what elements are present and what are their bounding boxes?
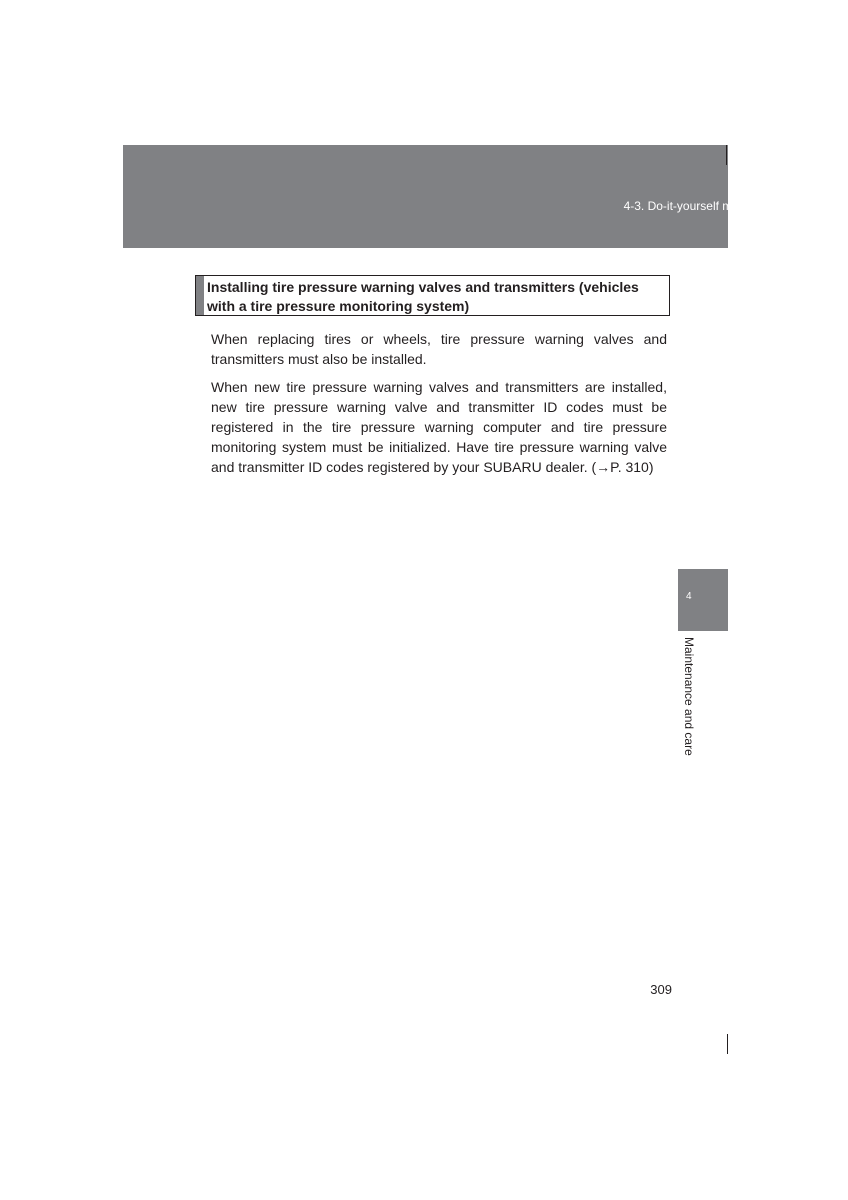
crop-mark [727,1034,728,1054]
subsection-heading-box [195,275,670,316]
body-paragraph: When replacing tires or wheels, tire pressure warning valves and transmitters must also be installed. [211,331,667,367]
chapter-number: 4 [686,591,692,602]
body-paragraph: When new tire pressure warning valves and transmitters are installed, new tire pressure warning valve and transmitter ID codes must be registered in the tire pressure warning computer and tire pressure monitoring system must be initialized. Have tire pressure warning valve and transmitter ID codes registered by your SUBARU dealer. (→P. 310) [211,379,667,475]
subsection-heading: Installing tire pressure warning valves and transmitters (vehicles with a tire pressure monitoring system) [207,279,639,314]
page-number: 309 [650,982,672,997]
chapter-label: Maintenance and care [682,637,696,756]
crop-mark [726,145,727,165]
heading-accent-bar [196,276,204,315]
section-header-bar [123,145,728,248]
section-title: 4-3. Do-it-yourself maintenance [623,199,791,213]
